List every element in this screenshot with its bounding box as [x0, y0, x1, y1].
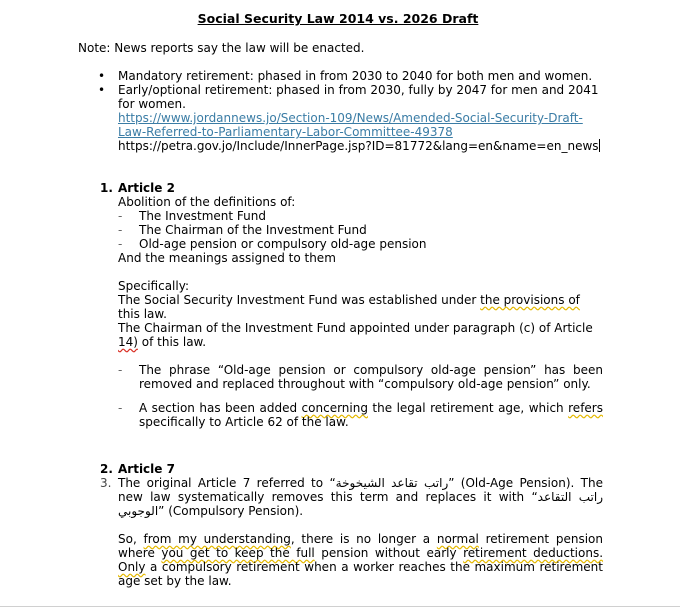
text-cursor [599, 139, 600, 152]
note-line: Note: News reports say the law will be enacted. [78, 41, 365, 55]
summary-bullet-list [98, 69, 618, 153]
article2-section [118, 181, 603, 429]
dash-icon: - [118, 209, 123, 223]
dash-icon: - [118, 237, 123, 251]
bullet-text: Mandatory retirement: phased in from 2030 to 2040 for both men and women. [118, 69, 593, 83]
article7-section [118, 462, 603, 588]
list-item: - A section has been added concerning the legal retirement age, which refers specifically to Article 62 of the law. [118, 401, 603, 429]
article2-intro: Abolition of the definitions of: [118, 195, 296, 209]
article2-number: 1. [100, 181, 113, 195]
jordannews-link[interactable]: https://www.jordannews.jo/Section-109/News/Amended-Social-Security-Draft-Law-Referred-to-Parliamentary-Labor-Committee-49378 [118, 111, 583, 139]
article7-heading: Article 7 [118, 462, 175, 476]
page-bottom-border [0, 606, 680, 607]
bullet-text: Early/optional retirement: phased in from 2030, fully by 2047 for men and 2041 for women. [118, 83, 599, 111]
chairman-paragraph: The Chairman of the Investment Fund appointed under paragraph (c) of Article 14) of this law. [118, 321, 593, 349]
article7-number: 2. [100, 462, 113, 476]
dash-icon: - [118, 223, 123, 237]
bullet-mandatory-retirement [98, 69, 618, 83]
specifically-label: Specifically: [118, 279, 189, 293]
article2-heading: Article 2 [118, 181, 175, 195]
fund-paragraph: The Social Security Investment Fund was established under the provisions of this law. [118, 293, 580, 321]
bullet-dot-icon: • [98, 83, 106, 97]
petra-link-text[interactable]: https://petra.gov.jo/Include/InnerPage.jsp?ID=81772&lang=en&name=en_news [118, 139, 599, 153]
document-title: Social Security Law 2014 vs. 2026 Draft [197, 11, 479, 26]
dash-icon: - [118, 363, 123, 377]
article7-subnumber: 3. [100, 476, 112, 490]
bullet-dot-icon: • [98, 69, 106, 83]
bullet-early-retirement [98, 83, 618, 153]
changes-list [118, 363, 603, 429]
list-item: - Old-age pension or compulsory old-age pension [118, 237, 427, 251]
list-item: - The Investment Fund [118, 209, 266, 223]
abolished-definitions-list [118, 209, 603, 251]
article7-original-paragraph: The original Article 7 referred to “راتب تقاعد الشيخوخة” (Old-Age Pension). The new law systematically removes this term and replaces it with “راتب التقاعد الوجوبي” (Compulsory Pension). [118, 476, 603, 518]
dash-icon: - [118, 401, 123, 415]
understanding-paragraph: So, from my understanding, there is no longer a normal retirement pension where you get to keep the full pension without early retirement deductions. Only a compulsory retirement when a worker reaches the maximum retirement age set by the law. [118, 532, 604, 588]
list-item: - The Chairman of the Investment Fund [118, 223, 367, 237]
article2-meanings: And the meanings assigned to them [118, 251, 336, 265]
list-item: - The phrase “Old-age pension or compulsory old-age pension” has been removed and replaced throughout with “compulsory old-age pension” only. [118, 363, 603, 391]
